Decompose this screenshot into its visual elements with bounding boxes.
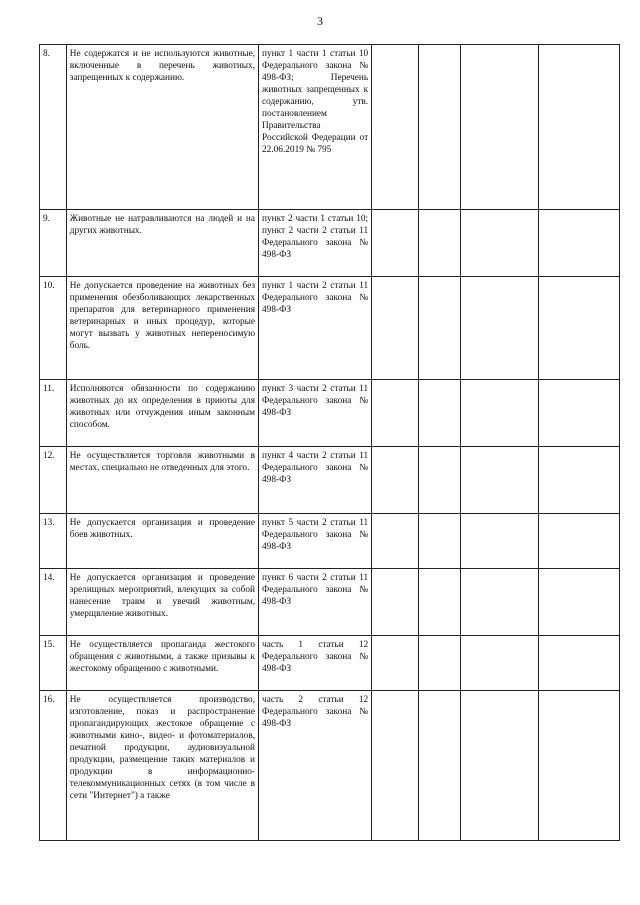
requirement-cell: Не осуществляется торговля животными в местах, специально не отведенных для этого.: [66, 447, 258, 514]
answer-cell-no[interactable]: [419, 569, 460, 636]
answer-cell-not-applicable[interactable]: [460, 45, 538, 210]
answer-cell-yes[interactable]: [372, 380, 419, 447]
legal-reference-cell: пункт 3 части 2 статьи 11 Федерального закона № 498-ФЗ: [259, 380, 372, 447]
row-number: 13.: [40, 514, 67, 569]
answer-cell-no[interactable]: [419, 380, 460, 447]
row-number: 16.: [40, 691, 67, 841]
answer-cell-no[interactable]: [419, 447, 460, 514]
answer-cell-yes[interactable]: [372, 210, 419, 277]
answer-cell-no[interactable]: [419, 514, 460, 569]
notes-cell[interactable]: [538, 277, 619, 380]
row-number: 8.: [40, 45, 67, 210]
notes-cell[interactable]: [538, 447, 619, 514]
table-row: [40, 45, 620, 210]
notes-cell[interactable]: [538, 210, 619, 277]
answer-cell-not-applicable[interactable]: [460, 210, 538, 277]
notes-cell[interactable]: [538, 380, 619, 447]
requirement-cell: Не допускается организация и проведение боев животных.: [66, 514, 258, 569]
answer-cell-yes[interactable]: [372, 447, 419, 514]
table-row: [40, 380, 620, 447]
answer-cell-not-applicable[interactable]: [460, 691, 538, 841]
requirement-cell: Не осуществляется пропаганда жестокого обращения с животными, а также призывы к жестокому обращению с животными.: [66, 636, 258, 691]
table-row: [40, 277, 620, 380]
notes-cell[interactable]: [538, 691, 619, 841]
answer-cell-no[interactable]: [419, 636, 460, 691]
answer-cell-yes[interactable]: [372, 514, 419, 569]
notes-cell[interactable]: [538, 636, 619, 691]
legal-reference-cell: пункт 6 части 2 статьи 11 Федерального закона № 498-ФЗ: [259, 569, 372, 636]
row-number: 14.: [40, 569, 67, 636]
answer-cell-yes[interactable]: [372, 45, 419, 210]
table-row: [40, 447, 620, 514]
answer-cell-no[interactable]: [419, 210, 460, 277]
answer-cell-not-applicable[interactable]: [460, 636, 538, 691]
legal-reference-cell: пункт 5 части 2 статьи 11 Федерального закона № 498-ФЗ: [259, 514, 372, 569]
requirement-cell: Не осуществляется производство, изготовление, показ и распространение пропагандирующих жестокое обращение с животными кино-, видео- и фотоматериалов, печатной продукции, аудиовизуальной продукции, размещение таких материалов и продукции в информационно-телекоммуникационных сетях (в том числе в сети "Интернет") а также: [66, 691, 258, 841]
answer-cell-no[interactable]: [419, 277, 460, 380]
answer-cell-not-applicable[interactable]: [460, 569, 538, 636]
checklist-table: [39, 44, 620, 841]
answer-cell-yes[interactable]: [372, 277, 419, 380]
answer-cell-no[interactable]: [419, 45, 460, 210]
answer-cell-not-applicable[interactable]: [460, 277, 538, 380]
row-number: 9.: [40, 210, 67, 277]
requirement-cell: Не содержатся и не используются животные, включенные в перечень животных, запрещенных к содержанию.: [66, 45, 258, 210]
table-row: [40, 569, 620, 636]
requirement-cell: Не допускается организация и проведение зрелищных мероприятий, влекущих за собой нанесение травм и увечий животным, умерщвление животных.: [66, 569, 258, 636]
legal-reference-cell: пункт 1 части 2 статьи 11 Федерального закона № 498-ФЗ: [259, 277, 372, 380]
table-row: [40, 514, 620, 569]
answer-cell-yes[interactable]: [372, 691, 419, 841]
legal-reference-cell: пункт 4 части 2 статьи 11 Федерального закона № 498-ФЗ: [259, 447, 372, 514]
requirement-cell: Исполняются обязанности по содержанию животных до их определения в приюты для животных или отчуждения иным законным способом.: [66, 380, 258, 447]
answer-cell-not-applicable[interactable]: [460, 447, 538, 514]
row-number: 15.: [40, 636, 67, 691]
notes-cell[interactable]: [538, 514, 619, 569]
table-row: [40, 636, 620, 691]
legal-reference-cell: пункт 1 части 1 статьи 10 Федерального закона № 498-ФЗ; Перечень животных запрещенных к содержанию, утв. постановлением Правительства Российской Федерации от 22.06.2019 № 795: [259, 45, 372, 210]
answer-cell-no[interactable]: [419, 691, 460, 841]
row-number: 12.: [40, 447, 67, 514]
row-number: 10.: [40, 277, 67, 380]
requirement-cell: Не допускается проведение на животных без применения обезболивающих лекарственных препаратов для ветеринарного применения ветеринарных и иных процедур, которые могут вызвать у животных непереносимую боль.: [66, 277, 258, 380]
answer-cell-yes[interactable]: [372, 569, 419, 636]
notes-cell[interactable]: [538, 45, 619, 210]
legal-reference-cell: пункт 2 части 1 статьи 10; пункт 2 части 2 статьи 11 Федерального закона № 498-ФЗ: [259, 210, 372, 277]
page-number: 3: [317, 14, 323, 28]
row-number: 11.: [40, 380, 67, 447]
answer-cell-yes[interactable]: [372, 636, 419, 691]
table-row: [40, 691, 620, 841]
answer-cell-not-applicable[interactable]: [460, 380, 538, 447]
legal-reference-cell: часть 1 статьи 12 Федерального закона № 498-ФЗ: [259, 636, 372, 691]
table-row: [40, 210, 620, 277]
legal-reference-cell: часть 2 статьи 12 Федерального закона № 498-ФЗ: [259, 691, 372, 841]
requirement-cell: Животные не натравливаются на людей и на других животных.: [66, 210, 258, 277]
answer-cell-not-applicable[interactable]: [460, 514, 538, 569]
notes-cell[interactable]: [538, 569, 619, 636]
